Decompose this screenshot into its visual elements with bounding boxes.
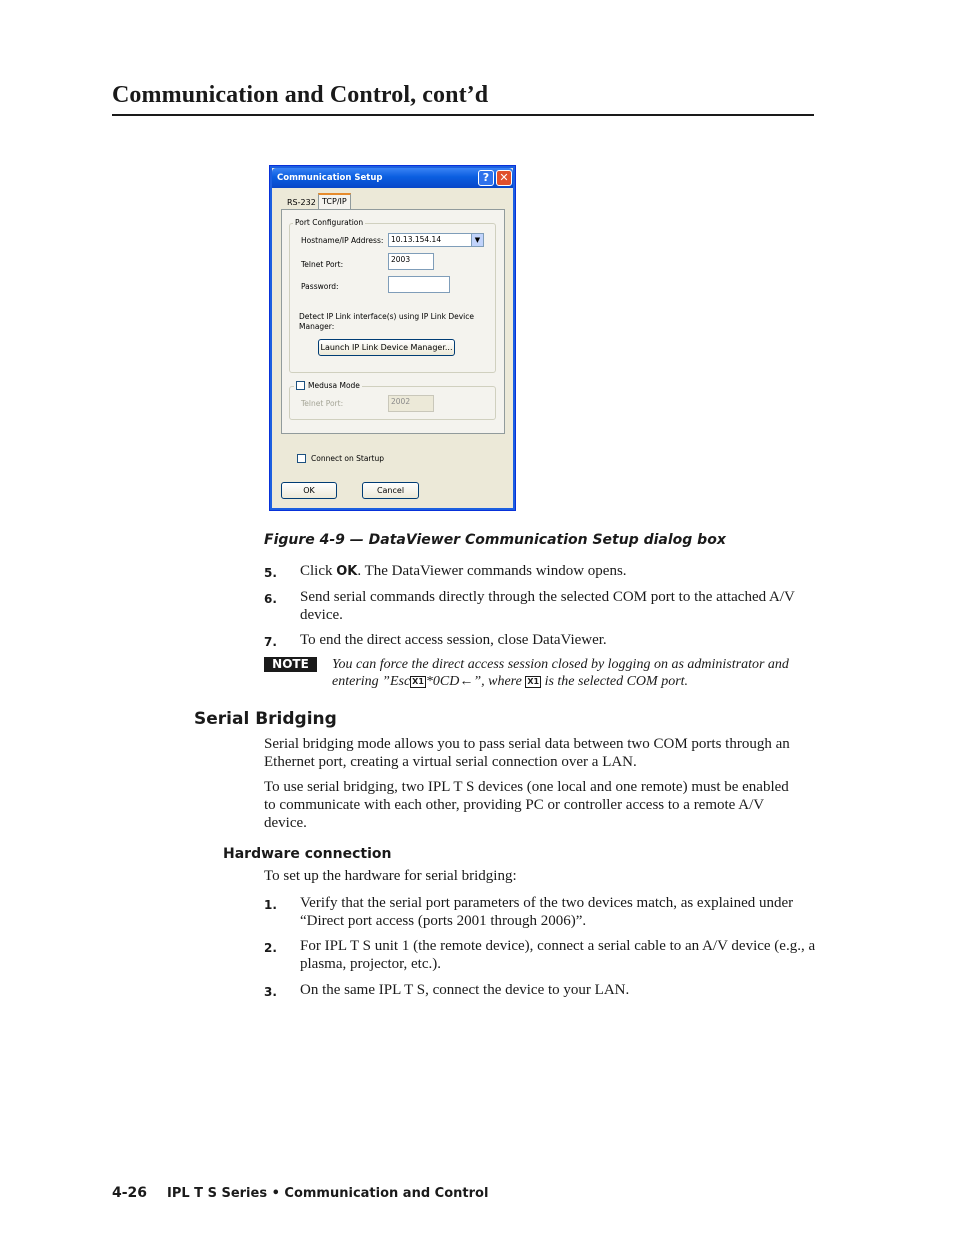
tab-tcpip[interactable]: TCP/IP: [318, 193, 351, 212]
help-icon: ?: [482, 171, 490, 184]
step-1: [264, 894, 816, 930]
password-label: Password:: [301, 282, 339, 291]
step-number: 5.: [264, 566, 277, 580]
note-text-3: ”, where: [473, 674, 526, 689]
medusa-telnet-label: Telnet Port:: [301, 399, 344, 408]
x1-variable-box: X1: [412, 677, 424, 686]
telnet-port-input[interactable]: [388, 253, 434, 270]
connect-on-startup-checkbox[interactable]: [297, 454, 306, 463]
note-text-1: You can force the direct access session closed by logging on as administrator and entering ”Esc: [332, 657, 789, 689]
step-number: 2.: [264, 941, 277, 955]
dialog-titlebar: [272, 168, 513, 188]
step-number: 1.: [264, 898, 277, 912]
hostname-input[interactable]: [388, 233, 484, 247]
password-input[interactable]: [388, 276, 450, 293]
connect-on-startup-row: [297, 454, 384, 463]
note-text: [332, 656, 817, 690]
hostname-label: Hostname/IP Address:: [301, 236, 384, 245]
page-title: Communication and Control, cont’d: [112, 82, 489, 108]
help-button[interactable]: [478, 170, 494, 186]
close-icon: ✕: [499, 171, 509, 184]
telnet-port-label: Telnet Port:: [301, 260, 344, 269]
connect-on-startup-label: Connect on Startup: [311, 454, 384, 463]
section-heading: Serial Bridging: [194, 709, 337, 729]
header-rule: [112, 114, 814, 116]
x1-variable-box: X1: [527, 677, 540, 686]
step-text: For IPL T S unit 1 (the remote device), connect a serial cable to an A/V device (e.g., a plasma, projector, etc.).: [300, 938, 816, 972]
medusa-telnet-value: 2002: [391, 397, 411, 406]
cancel-button[interactable]: Cancel: [362, 482, 419, 499]
subsection-intro: To set up the hardware for serial bridging:: [264, 868, 517, 884]
step-number: 7.: [264, 635, 277, 649]
hostname-value: 10.13.154.14: [391, 235, 442, 244]
ok-key: OK: [336, 564, 358, 579]
step-number: 6.: [264, 592, 277, 606]
medusa-mode-legend: [294, 381, 362, 390]
tcpip-tab-panel: [281, 209, 505, 434]
figure-caption: Figure 4-9 — DataViewer Communication Setup dialog box: [264, 532, 726, 548]
launch-device-manager-button[interactable]: Launch IP Link Device Manager...: [318, 339, 455, 356]
step-3: [264, 981, 816, 999]
step-2: [264, 937, 816, 973]
ok-button[interactable]: OK: [281, 482, 337, 499]
step-7: [264, 631, 816, 649]
chevron-down-icon[interactable]: ▼: [471, 234, 483, 246]
return-arrow-icon: ←: [459, 674, 474, 689]
section-paragraph-2: To use serial bridging, two IPL T S devices (one local and one remote) must be enabled to communicate with each other, providing PC or controller access to a remote A/V device.: [264, 779, 789, 831]
communication-setup-dialog: [269, 165, 516, 511]
step-text: [300, 562, 816, 581]
step-text: To end the direct access session, close DataViewer.: [300, 632, 607, 648]
dialog-title: Communication Setup: [277, 173, 383, 183]
medusa-mode-label: Medusa Mode: [308, 381, 360, 390]
step-number: 3.: [264, 985, 277, 999]
footer-text: IPL T S Series • Communication and Control: [167, 1186, 489, 1201]
step-text: On the same IPL T S, connect the device to your LAN.: [300, 982, 630, 998]
subsection-heading: Hardware connection: [223, 846, 392, 862]
page-number: 4-26: [112, 1185, 148, 1201]
step-5: [264, 562, 816, 581]
tab-rs232[interactable]: RS-232: [287, 198, 316, 207]
step-text: Send serial commands directly through the selected COM port to the attached A/V device.: [300, 589, 795, 623]
close-button[interactable]: [496, 170, 512, 186]
step-6: [264, 588, 816, 624]
medusa-telnet-input: [388, 395, 434, 412]
step-text-post: . The DataViewer commands window opens.: [357, 563, 627, 579]
port-configuration-legend: Port Configuration: [295, 218, 364, 227]
note-text-2: *0CD: [425, 674, 460, 689]
step-text-pre: Click: [300, 563, 337, 579]
note-badge: NOTE: [264, 657, 317, 672]
step-text: Verify that the serial port parameters of the two devices match, as explained under “Direct port access (ports 2001 through 2006)”.: [300, 895, 794, 929]
section-paragraph-1: Serial bridging mode allows you to pass serial data between two COM ports through an Ethernet port, creating a virtual serial connection over a LAN.: [264, 736, 790, 770]
telnet-port-value: 2003: [391, 255, 411, 264]
detect-text: Detect IP Link interface(s) using IP Link Device Manager:: [299, 312, 475, 331]
note-text-4: is the selected COM port.: [541, 674, 689, 689]
medusa-mode-checkbox[interactable]: [296, 381, 305, 390]
